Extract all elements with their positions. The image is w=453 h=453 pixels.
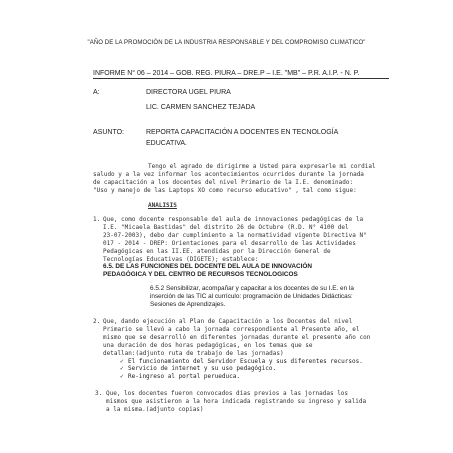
item-3-number: 3. (95, 390, 103, 397)
sub-item-line-3: Sesiones de Aprendizajes. (150, 301, 226, 308)
item-3-line-2: mismos que asistieron a la hora indicada registrando su ingreso y salida (106, 398, 367, 405)
informe-reference: INFORME N° 06 – 2014 – GOB. REG. PIURA – DRE.P – I.E. "MB" – P.R. A.I.P. - N. P. (93, 70, 389, 79)
subject-label: ASUNTO: (93, 129, 124, 136)
item-1-line-6: Tecnologías Educativas (DIGETE); establece: (103, 256, 259, 263)
functions-heading-line-2: PEDAGÓGICA Y DEL CENTRO DE RECURSOS TECNOLOGICOS (103, 271, 298, 278)
item-1-line-2: I.E. "Micaela Bastidas" del distrito 26 de Octubre (R.D. N° 4100 del (103, 224, 349, 231)
intro-line-4: "Uso y manejo de las Laptops XO como recurso educativo" , tal como sigue: (93, 187, 357, 194)
intro-line-3: de capacitación a los docentes del nivel Primario de la I.E. denominado: (93, 179, 354, 186)
to-line-1: DIRECTORA UGEL PIURA (146, 89, 231, 96)
subject-line-1: REPORTA CAPACITACIÓN A DOCENTES EN TECNOLOGÍA (146, 129, 339, 136)
intro-line-1: Tengo el agrado de dirigirme a Usted para expresarle mi cordial (148, 163, 376, 170)
to-line-2: LIC. CARMEN SANCHEZ TEJADA (146, 104, 256, 111)
topics-checklist (120, 358, 400, 380)
item-1-line-5: Pedagógicas en las II.EE. atendidas por la Dirección General de (103, 248, 331, 255)
item-3-line-1: Que, los docentes fueron convocados días previos a las jornadas los (106, 390, 349, 397)
item-1-line-1: Que, como docente responsable del aula de innovaciones pedagógicas de la (103, 216, 364, 223)
section-title: ANALISIS (148, 202, 177, 209)
item-2-line-4: una duración de dos horas pedagógicas, en los temas que se (103, 342, 313, 349)
subject-line-2: EDUCATIVA. (146, 140, 187, 147)
checkmark-icon: ✓ (120, 372, 124, 380)
to-label: A: (93, 89, 100, 96)
item-1-line-3: 23-07-2003), debo dar cumplimiento a la normatividad vigente Directiva N° (103, 232, 367, 239)
item-2-line-2: Primario se llevó a cabo la jornada correspondiente al Presente año, el (103, 326, 360, 333)
checkmark-icon: ✓ (120, 365, 124, 373)
functions-heading-line-1: 6.5. DE LAS FUNCIONES DEL DOCENTE DEL AULA DE INNOVACIÓN (103, 263, 313, 270)
list-item: ✓ Servicio de internet y su uso pedagógico. (120, 365, 277, 373)
checkmark-icon: ✓ (120, 358, 124, 365)
item-2-line-1: Que, dando ejecución al Plan de Capacitación a los Docentes del nivel (103, 318, 353, 325)
item-2-line-5: detallan:(adjunto ruta de trabajo de las jornadas) (103, 350, 284, 357)
item-1-number: 1. (93, 216, 101, 223)
item-2-number: 2. (93, 318, 101, 325)
item-1-line-4: 017 - 2014 - DREP: Orientaciones para el desarrollo de las Actividades (103, 240, 356, 247)
sub-item-line-1: 6.5.2 Sensibilizar, acompañar y capacitar a los docentes de su I.E. en la (150, 285, 354, 292)
item-3-line-3: a la misma.(adjunto copias) (106, 406, 204, 413)
list-item: ✓ Re-ingreso al portal perueduca. (120, 372, 240, 380)
item-2-line-3: mismo que se desarrolló en diferentes jornadas durante el presente año con (103, 334, 371, 341)
list-item: ✓ El funcionamiento del Servidor Escuela y sus diferentes recursos. (120, 358, 363, 365)
header-motto: "AÑO DE LA PROMOCIÓN DE LA INDUSTRIA RESPONSABLE Y DEL COMPROMISO CLIMATICO" (87, 40, 366, 46)
intro-line-2: saludo y a la vez informar los acontecimientos ocurridos durante la jornada (93, 171, 364, 178)
sub-item-line-2: inserción de las TIC al currículo: programación de Unidades Didácticas: (150, 293, 353, 300)
